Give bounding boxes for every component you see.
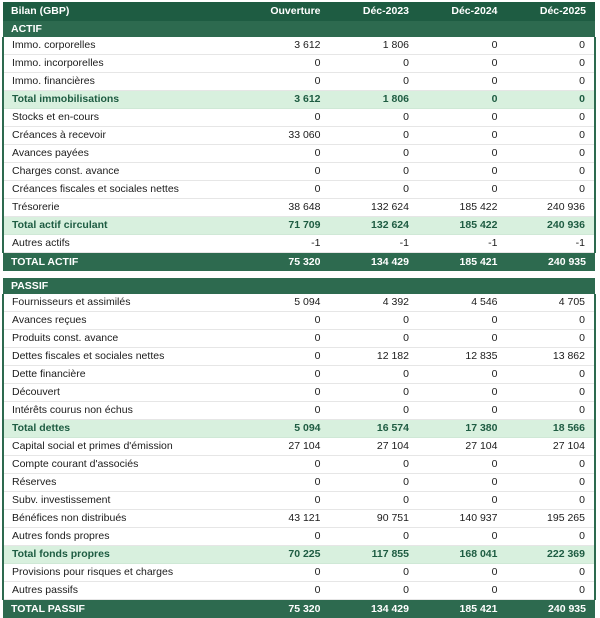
row-value-dec-2023: 132 624 [330, 217, 419, 235]
row-value-dec-2024: 0 [418, 163, 507, 181]
row-label: TOTAL ACTIF [3, 253, 241, 272]
row-label: Total fonds propres [3, 546, 241, 564]
subtotal-row-total-fonds-propres [3, 546, 595, 564]
row-value-dec-2025: 0 [507, 474, 596, 492]
table-row [3, 163, 595, 181]
row-value-dec-2023: 0 [330, 181, 419, 199]
total-row-total-actif [3, 253, 595, 272]
row-value-ouverture: 0 [241, 366, 330, 384]
row-value-dec-2024: 0 [418, 37, 507, 55]
row-value-dec-2025: 240 936 [507, 199, 596, 217]
row-value-dec-2023: 132 624 [330, 199, 419, 217]
row-value-dec-2025: 195 265 [507, 510, 596, 528]
table-row [3, 510, 595, 528]
row-value-dec-2025: 0 [507, 528, 596, 546]
table-row [3, 564, 595, 582]
row-value-dec-2024: 0 [418, 492, 507, 510]
row-value-ouverture: 33 060 [241, 127, 330, 145]
section-spacer-cell [3, 271, 595, 278]
row-value-dec-2023: 0 [330, 366, 419, 384]
table-row [3, 37, 595, 55]
table-header [3, 2, 595, 21]
row-value-dec-2024: 4 546 [418, 294, 507, 312]
table-row [3, 235, 595, 253]
row-value-dec-2023: 134 429 [330, 253, 419, 272]
row-value-dec-2025: 240 936 [507, 217, 596, 235]
table-row [3, 438, 595, 456]
row-value-dec-2023: 0 [330, 492, 419, 510]
section-header-actif [3, 21, 595, 37]
row-value-dec-2023: 0 [330, 109, 419, 127]
row-value-dec-2023: 117 855 [330, 546, 419, 564]
row-value-ouverture: 5 094 [241, 420, 330, 438]
row-value-dec-2025: -1 [507, 235, 596, 253]
row-label: Avances payées [3, 145, 241, 163]
row-value-dec-2024: 27 104 [418, 438, 507, 456]
row-value-dec-2025: 0 [507, 384, 596, 402]
subtotal-row-total-immobilisations [3, 91, 595, 109]
table-row [3, 55, 595, 73]
row-value-dec-2024: -1 [418, 235, 507, 253]
table-row [3, 402, 595, 420]
row-value-dec-2025: 4 705 [507, 294, 596, 312]
row-value-dec-2024: 17 380 [418, 420, 507, 438]
row-value-dec-2024: 0 [418, 474, 507, 492]
row-value-dec-2024: 0 [418, 145, 507, 163]
row-value-dec-2025: 0 [507, 564, 596, 582]
row-value-dec-2025: 0 [507, 492, 596, 510]
row-label: Autres fonds propres [3, 528, 241, 546]
header-col-dec-2023[interactable]: Déc-2023 [330, 2, 419, 21]
row-value-dec-2023: 4 392 [330, 294, 419, 312]
row-value-dec-2025: 0 [507, 181, 596, 199]
row-label: Fournisseurs et assimilés [3, 294, 241, 312]
row-label: Bénéfices non distribués [3, 510, 241, 528]
row-value-dec-2024: 185 422 [418, 199, 507, 217]
section-header-label: ACTIF [3, 21, 595, 37]
row-value-ouverture: 3 612 [241, 37, 330, 55]
row-value-dec-2023: 0 [330, 145, 419, 163]
row-value-dec-2023: 0 [330, 312, 419, 330]
row-label: Créances à recevoir [3, 127, 241, 145]
row-value-dec-2024: 0 [418, 330, 507, 348]
table-row [3, 199, 595, 217]
row-value-ouverture: 43 121 [241, 510, 330, 528]
row-value-ouverture: 0 [241, 145, 330, 163]
table-row [3, 348, 595, 366]
row-value-dec-2023: 0 [330, 163, 419, 181]
row-value-dec-2023: 90 751 [330, 510, 419, 528]
row-value-ouverture: 0 [241, 528, 330, 546]
row-value-dec-2024: 185 421 [418, 253, 507, 272]
row-value-dec-2024: 0 [418, 564, 507, 582]
row-value-dec-2024: 0 [418, 366, 507, 384]
row-value-dec-2025: 0 [507, 330, 596, 348]
row-value-ouverture: 0 [241, 73, 330, 91]
row-value-dec-2023: 12 182 [330, 348, 419, 366]
row-label: Trésorerie [3, 199, 241, 217]
table-row [3, 109, 595, 127]
row-value-ouverture: 0 [241, 456, 330, 474]
row-value-ouverture: 0 [241, 163, 330, 181]
row-value-ouverture: 38 648 [241, 199, 330, 217]
section-header-label: PASSIF [3, 278, 595, 294]
row-label: Produits const. avance [3, 330, 241, 348]
row-value-dec-2024: 12 835 [418, 348, 507, 366]
row-value-dec-2024: 0 [418, 109, 507, 127]
row-value-ouverture: 71 709 [241, 217, 330, 235]
row-value-dec-2024: 0 [418, 127, 507, 145]
section-spacer [3, 271, 595, 278]
table-row [3, 127, 595, 145]
row-value-ouverture: 0 [241, 312, 330, 330]
row-value-dec-2025: 0 [507, 91, 596, 109]
balance-sheet-table [2, 2, 596, 618]
row-value-dec-2025: 0 [507, 402, 596, 420]
row-label: Immo. incorporelles [3, 55, 241, 73]
row-value-ouverture: 0 [241, 564, 330, 582]
row-value-dec-2024: 140 937 [418, 510, 507, 528]
row-value-dec-2023: 134 429 [330, 600, 419, 618]
row-label: Autres actifs [3, 235, 241, 253]
row-value-dec-2024: 0 [418, 528, 507, 546]
row-value-ouverture: 0 [241, 384, 330, 402]
row-value-dec-2023: 27 104 [330, 438, 419, 456]
row-value-dec-2024: 0 [418, 181, 507, 199]
row-value-ouverture: 0 [241, 181, 330, 199]
table-row [3, 456, 595, 474]
row-value-dec-2023: 0 [330, 582, 419, 600]
row-value-dec-2024: 185 422 [418, 217, 507, 235]
row-value-dec-2025: 0 [507, 582, 596, 600]
row-value-dec-2025: 0 [507, 37, 596, 55]
row-value-dec-2025: 0 [507, 73, 596, 91]
row-value-dec-2024: 0 [418, 55, 507, 73]
row-label: Autres passifs [3, 582, 241, 600]
subtotal-row-total-actif-circulant [3, 217, 595, 235]
row-label: Provisions pour risques et charges [3, 564, 241, 582]
row-value-dec-2024: 0 [418, 73, 507, 91]
row-value-dec-2024: 0 [418, 402, 507, 420]
row-value-dec-2024: 0 [418, 91, 507, 109]
row-value-dec-2023: 0 [330, 474, 419, 492]
row-value-ouverture: 0 [241, 348, 330, 366]
header-col-ouverture[interactable]: Ouverture [241, 2, 330, 21]
row-value-ouverture: 75 320 [241, 253, 330, 272]
row-label: Stocks et en-cours [3, 109, 241, 127]
row-value-dec-2023: 0 [330, 456, 419, 474]
header-col-dec-2025[interactable]: Déc-2025 [507, 2, 596, 21]
table-row [3, 312, 595, 330]
row-value-ouverture: -1 [241, 235, 330, 253]
row-value-ouverture: 3 612 [241, 91, 330, 109]
row-value-dec-2025: 0 [507, 163, 596, 181]
row-value-ouverture: 0 [241, 582, 330, 600]
row-value-dec-2024: 0 [418, 456, 507, 474]
row-label: Dettes fiscales et sociales nettes [3, 348, 241, 366]
row-value-dec-2025: 0 [507, 456, 596, 474]
row-label: Charges const. avance [3, 163, 241, 181]
row-label: Découvert [3, 384, 241, 402]
row-label: Compte courant d'associés [3, 456, 241, 474]
row-value-dec-2025: 18 566 [507, 420, 596, 438]
row-value-dec-2025: 0 [507, 312, 596, 330]
row-value-ouverture: 70 225 [241, 546, 330, 564]
row-value-dec-2023: 0 [330, 384, 419, 402]
row-value-dec-2023: 0 [330, 330, 419, 348]
row-value-dec-2024: 0 [418, 312, 507, 330]
row-label: Subv. investissement [3, 492, 241, 510]
row-value-dec-2023: 0 [330, 564, 419, 582]
table-body [3, 21, 595, 618]
row-value-dec-2023: 0 [330, 402, 419, 420]
row-label: Total actif circulant [3, 217, 241, 235]
row-value-dec-2025: 240 935 [507, 253, 596, 272]
row-value-dec-2025: 0 [507, 109, 596, 127]
table-row [3, 294, 595, 312]
table-row [3, 366, 595, 384]
row-label: TOTAL PASSIF [3, 600, 241, 618]
row-value-dec-2025: 0 [507, 55, 596, 73]
table-row [3, 145, 595, 163]
header-title: Bilan (GBP) [3, 2, 241, 21]
row-label: Intérêts courus non échus [3, 402, 241, 420]
section-header-passif [3, 278, 595, 294]
row-label: Immo. financières [3, 73, 241, 91]
table-row [3, 181, 595, 199]
header-row [3, 2, 595, 21]
row-label: Réserves [3, 474, 241, 492]
row-value-dec-2025: 0 [507, 366, 596, 384]
row-label: Capital social et primes d'émission [3, 438, 241, 456]
row-label: Total immobilisations [3, 91, 241, 109]
table-row [3, 474, 595, 492]
row-value-dec-2025: 27 104 [507, 438, 596, 456]
row-value-ouverture: 75 320 [241, 600, 330, 618]
row-value-dec-2023: 0 [330, 528, 419, 546]
subtotal-row-total-dettes [3, 420, 595, 438]
row-value-dec-2023: 0 [330, 73, 419, 91]
row-value-dec-2025: 0 [507, 145, 596, 163]
row-value-dec-2025: 0 [507, 127, 596, 145]
row-value-ouverture: 0 [241, 109, 330, 127]
row-value-dec-2023: 0 [330, 55, 419, 73]
row-value-dec-2025: 240 935 [507, 600, 596, 618]
row-value-ouverture: 0 [241, 55, 330, 73]
row-label: Total dettes [3, 420, 241, 438]
row-value-dec-2023: 16 574 [330, 420, 419, 438]
row-value-dec-2025: 13 862 [507, 348, 596, 366]
table-row [3, 492, 595, 510]
row-value-ouverture: 0 [241, 330, 330, 348]
table-row [3, 73, 595, 91]
row-value-dec-2024: 185 421 [418, 600, 507, 618]
row-label: Avances reçues [3, 312, 241, 330]
row-value-dec-2024: 0 [418, 384, 507, 402]
row-value-ouverture: 27 104 [241, 438, 330, 456]
row-value-dec-2024: 168 041 [418, 546, 507, 564]
row-value-ouverture: 0 [241, 492, 330, 510]
row-value-dec-2023: -1 [330, 235, 419, 253]
row-label: Dette financière [3, 366, 241, 384]
table-row [3, 384, 595, 402]
row-value-ouverture: 5 094 [241, 294, 330, 312]
header-col-dec-2024[interactable]: Déc-2024 [418, 2, 507, 21]
row-value-dec-2025: 222 369 [507, 546, 596, 564]
row-value-dec-2023: 1 806 [330, 91, 419, 109]
row-value-dec-2023: 0 [330, 127, 419, 145]
row-label: Créances fiscales et sociales nettes [3, 181, 241, 199]
row-value-ouverture: 0 [241, 402, 330, 420]
row-value-ouverture: 0 [241, 474, 330, 492]
table-row [3, 528, 595, 546]
total-row-total-passif [3, 600, 595, 618]
row-value-dec-2023: 1 806 [330, 37, 419, 55]
row-label: Immo. corporelles [3, 37, 241, 55]
row-value-dec-2024: 0 [418, 582, 507, 600]
table-row [3, 330, 595, 348]
